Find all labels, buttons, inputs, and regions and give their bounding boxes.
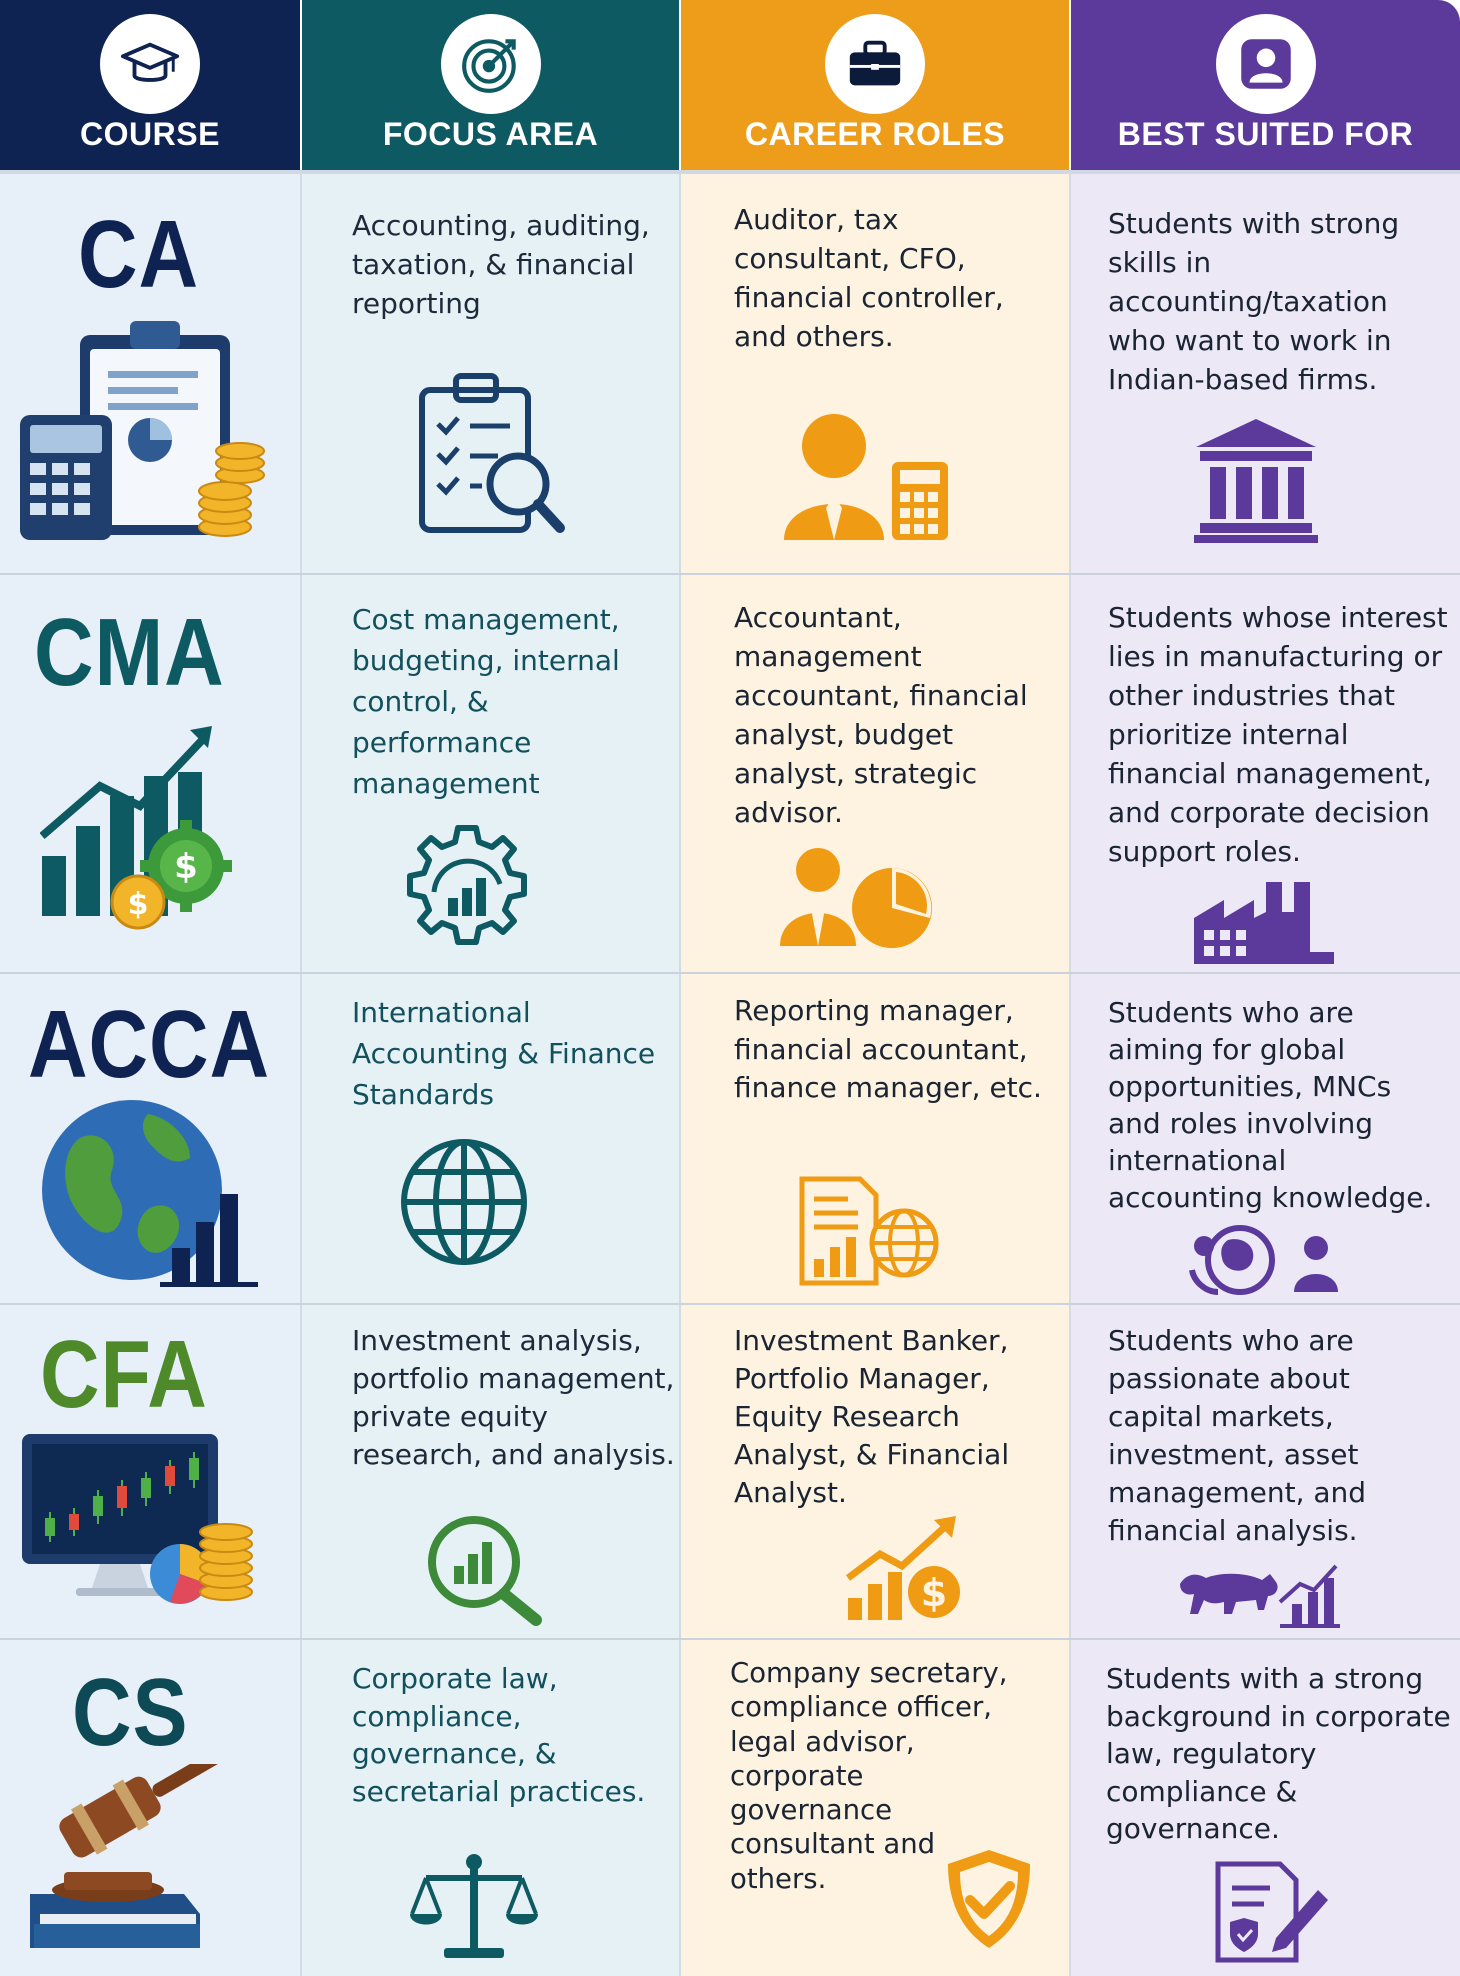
businessman-calculator-icon	[782, 412, 952, 542]
header-focus-label: FOCUS AREA	[382, 116, 599, 152]
svg-text:$: $	[174, 847, 198, 887]
checklist-magnifier-icon	[418, 372, 568, 542]
career-text: Company secretary, compliance officer, legal advisor, corporate governance consultant and others.	[730, 1657, 1008, 1895]
focus-text: International Accounting & Finance Standards	[352, 996, 656, 1111]
report-globe-icon	[798, 1175, 940, 1287]
row-divider	[0, 1303, 1460, 1305]
header-focus	[302, 0, 679, 170]
global-network-person-icon	[1188, 1222, 1340, 1296]
column-divider	[300, 174, 302, 1976]
row-divider	[0, 1638, 1460, 1640]
career-text: Auditor, tax consultant, CFO, financial controller, and others.	[734, 203, 1004, 353]
best-suited-text: Students with a strong background in corporate law, regulatory compliance & governance.	[1106, 1662, 1451, 1845]
column-divider	[679, 174, 681, 1976]
focus-text: Cost management, budgeting, internal control, & performance management	[352, 603, 620, 800]
magnifier-chart-icon	[424, 1514, 544, 1626]
globe-bar-chart-icon	[40, 1098, 260, 1288]
svg-text:$: $	[920, 1571, 948, 1615]
course-name: CS	[72, 1659, 189, 1766]
career-text: Accountant, management accountant, financial analyst, budget analyst, strategic advisor.	[734, 601, 1028, 829]
globe-icon	[398, 1136, 530, 1268]
graduation-cap-icon	[100, 14, 200, 114]
best-suited-text: Students with strong skills in accounting/taxation who want to work in Indian-based firms.	[1108, 207, 1400, 396]
focus-text: Accounting, auditing, taxation, & financial reporting	[352, 209, 650, 320]
header-best-suited-label: BEST SUITED FOR	[1117, 116, 1414, 152]
monitor-candlestick-coins-icon	[20, 1432, 260, 1607]
best-suited-text: Students who are aiming for global opportunities, MNCs and roles involving international accounting knowledge.	[1108, 996, 1433, 1214]
career-text: Investment Banker, Portfolio Manager, Equity Research Analyst, & Financial Analyst.	[734, 1324, 1010, 1509]
svg-text:$: $	[127, 887, 149, 922]
target-icon	[441, 14, 541, 114]
course-name: CA	[78, 201, 199, 308]
growth-dollar-icon	[844, 1514, 964, 1622]
best-suited-text: Students who are passionate about capital markets, investment, asset management, and financial analysis.	[1108, 1324, 1367, 1547]
course-name: CMA	[34, 599, 225, 706]
bull-chart-icon	[1176, 1554, 1342, 1628]
column-divider	[1069, 174, 1071, 1976]
focus-text: Investment analysis, portfolio management, private equity research, and analysis.	[352, 1324, 675, 1471]
bank-building-icon	[1192, 415, 1320, 543]
best-suited-text: Students whose interest lies in manufacturing or other industries that prioritize internal financial management, and corporate decision support roles.	[1108, 601, 1448, 868]
gear-chart-icon	[404, 822, 530, 948]
header-best-suited	[1071, 0, 1460, 170]
user-icon	[1216, 14, 1316, 114]
scales-icon	[408, 1852, 540, 1960]
header-course-label: COURSE	[80, 116, 220, 152]
businessman-pie-chart-icon	[780, 848, 940, 948]
row-divider	[0, 573, 1460, 575]
gavel-book-icon	[24, 1764, 254, 1954]
header-divider	[0, 170, 1460, 174]
course-name: ACCA	[28, 991, 270, 1098]
header-course	[0, 0, 300, 170]
course-name: CFA	[40, 1321, 208, 1428]
row-divider	[0, 972, 1460, 974]
growth-chart-gear-icon	[40, 716, 240, 936]
calculator-clipboard-coins-icon	[20, 315, 265, 545]
header-career	[681, 0, 1069, 170]
focus-text: Corporate law, compliance, governance, & secretarial practices.	[352, 1662, 646, 1808]
career-text: Reporting manager, financial accountant, finance manager, etc.	[734, 994, 1042, 1104]
factory-icon	[1190, 872, 1338, 968]
document-pen-icon	[1214, 1860, 1330, 1964]
header-career-label: CAREER ROLES	[744, 116, 1006, 152]
shield-check-icon	[944, 1846, 1034, 1952]
briefcase-icon	[825, 14, 925, 114]
